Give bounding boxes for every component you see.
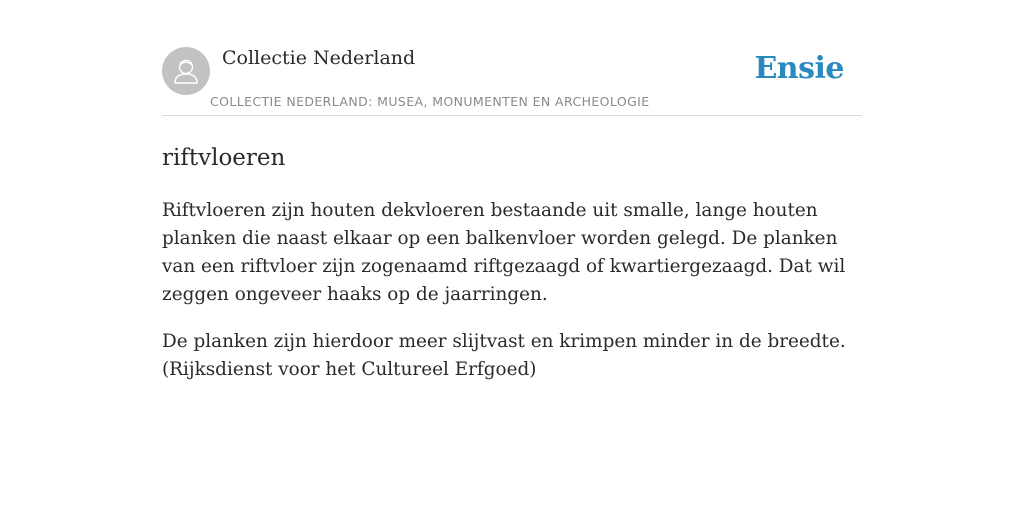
entry-definition — [162, 197, 862, 384]
entry-title: riftvloeren — [162, 145, 286, 171]
author-avatar[interactable] — [162, 47, 210, 95]
author-subtitle: COLLECTIE NEDERLAND: MUSEA, MONUMENTEN EN ARCHEOLOGIE — [210, 94, 650, 109]
author-name-link[interactable]: Collectie Nederland — [222, 47, 416, 69]
entry-card — [162, 44, 862, 384]
user-placeholder-icon — [162, 47, 210, 95]
definition-paragraph: Riftvloeren zijn houten dekvloeren bestaande uit smalle, lange houten planken die naast elkaar op een balkenvloer worden gelegd. De planken van een riftvloer zijn zogenaamd riftgezaagd of kwartiergezaagd. Dat wil zeggen ongeveer haaks op de jaarringen. — [162, 200, 846, 305]
ensie-logo[interactable]: Ensie — [754, 51, 844, 86]
definition-paragraph: De planken zijn hierdoor meer slijtvast en krimpen minder in de breedte. (Rijksdienst voor het Cultureel Erfgoed) — [162, 331, 846, 380]
entry-header — [162, 44, 862, 116]
